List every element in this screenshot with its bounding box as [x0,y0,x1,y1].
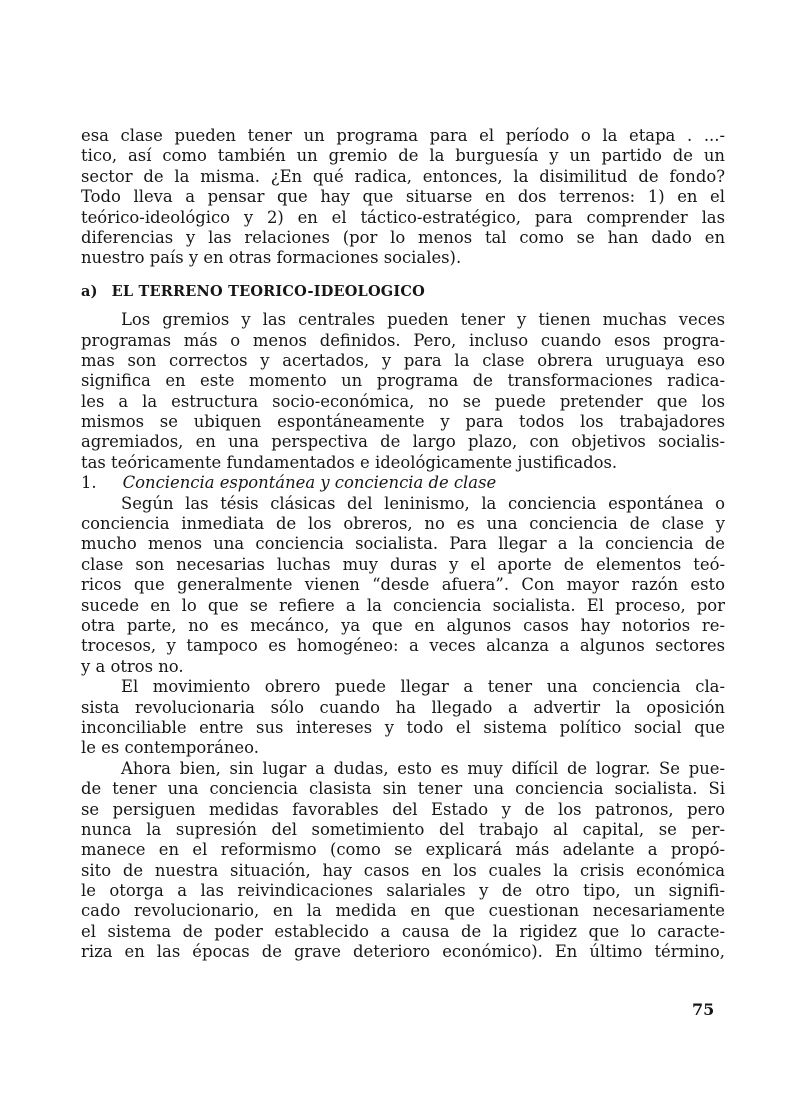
subsection-title: Conciencia espontánea y conciencia de clase [122,473,497,493]
text-line: conciencia inmediata de los obreros, no es una conciencia de clase y [81,514,725,534]
text-line: diferencias y las relaciones (por lo menos tal como se han dado en [81,227,725,247]
text-line: le otorga a las reivindicaciones salariales y de otro tipo, un signifi- [81,881,725,901]
tesis-paragraph [81,494,725,678]
text-line: nunca la supresión del sometimiento del trabajo al capital, se per- [81,819,725,839]
text-line: cado revolucionario, en la medida en que cuestionan necesariamente [81,901,725,921]
text-line: agremiados, en una perspectiva de largo plazo, con objetivos socialis- [81,432,725,452]
subsection-number: 1. [81,473,97,493]
text-line: otra parte, no es mecánco, ya que en algunos casos hay notorios re- [81,616,725,636]
text-line: mas son correctos y acertados, y para la clase obrera uruguaya eso [81,350,725,370]
text-line: mismos se ubiquen espontáneamente y para todos los trabajadores [81,412,725,432]
text-line: y a otros no. [81,656,184,676]
text-line: teórico-ideológico y 2) en el táctico-estratégico, para comprender las [81,207,725,227]
text-line: Ahora bien, sin lugar a dudas, esto es muy difícil de lograr. Se pue- [121,758,725,778]
text-line: tas teóricamente fundamentados e ideológicamente justificados. [81,452,618,472]
ahora-paragraph [81,759,725,963]
text-line: Según las tésis clásicas del leninismo, la conciencia espontánea o [121,493,725,513]
movimiento-paragraph [81,677,725,759]
page-number: 75 [692,1000,715,1019]
section-heading [81,282,725,302]
text-line: trocesos, y tampoco es homogéneo: a veces alcanza a algunos sectores [81,636,725,656]
text-line: tico, así como también un gremio de la burguesía y un partido de un [81,146,725,166]
gremios-paragraph [81,310,725,473]
subsection-heading [81,473,725,493]
text-line: se persiguen medidas favorables del Estado y de los patronos, pero [81,799,725,819]
text-line: sista revolucionaria sólo cuando ha llegado a advertir la oposición [81,697,725,717]
text-line: inconciliable entre sus intereses y todo el sistema político social que [81,717,725,737]
text-line: programas más o menos definidos. Pero, incluso cuando esos progra- [81,330,725,350]
text-line: manece en el reformismo (como se explicará más adelante a propó- [81,840,725,860]
text-line: nuestro país y en otras formaciones sociales). [81,248,462,268]
section-heading-marker: a) [81,282,98,300]
text-line: el sistema de poder establecido a causa de la rigidez que lo caracte- [81,921,725,941]
text-line: sito de nuestra situación, hay casos en los cuales la crisis económica [81,860,725,880]
text-line: sucede en lo que se refiere a la conciencia socialista. El proceso, por [81,595,725,615]
text-line: significa en este momento un programa de transformaciones radica- [81,371,725,391]
text-line: riza en las épocas de grave deterioro económico). En último término, [81,942,725,962]
text-line: sector de la misma. ¿En qué radica, entonces, la disimilitud de fondo? [81,166,725,186]
text-line: le es contemporáneo. [81,738,259,758]
section-heading-title: EL TERRENO TEORICO-IDEOLOGICO [111,282,425,300]
intro-paragraph [81,126,725,269]
text-line: El movimiento obrero puede llegar a tener una conciencia cla- [121,677,725,697]
text-line: les a la estructura socio-económica, no se puede pretender que los [81,391,725,411]
text-line: Los gremios y las centrales pueden tener y tienen muchas veces [121,310,725,330]
text-line: mucho menos una conciencia socialista. Para llegar a la conciencia de [81,534,725,554]
text-line: clase son necesarias luchas muy duras y el aporte de elementos teó- [81,554,725,574]
text-line: Todo lleva a pensar que hay que situarse en dos terrenos: 1) en el [81,187,725,207]
text-line: de tener una conciencia clasista sin tener una conciencia socialista. Si [81,779,725,799]
text-line: esa clase pueden tener un programa para el período o la etapa . ...- [81,126,725,145]
text-line: ricos que generalmente vienen “desde afuera”. Con mayor razón esto [81,575,725,595]
page-body [81,126,725,963]
